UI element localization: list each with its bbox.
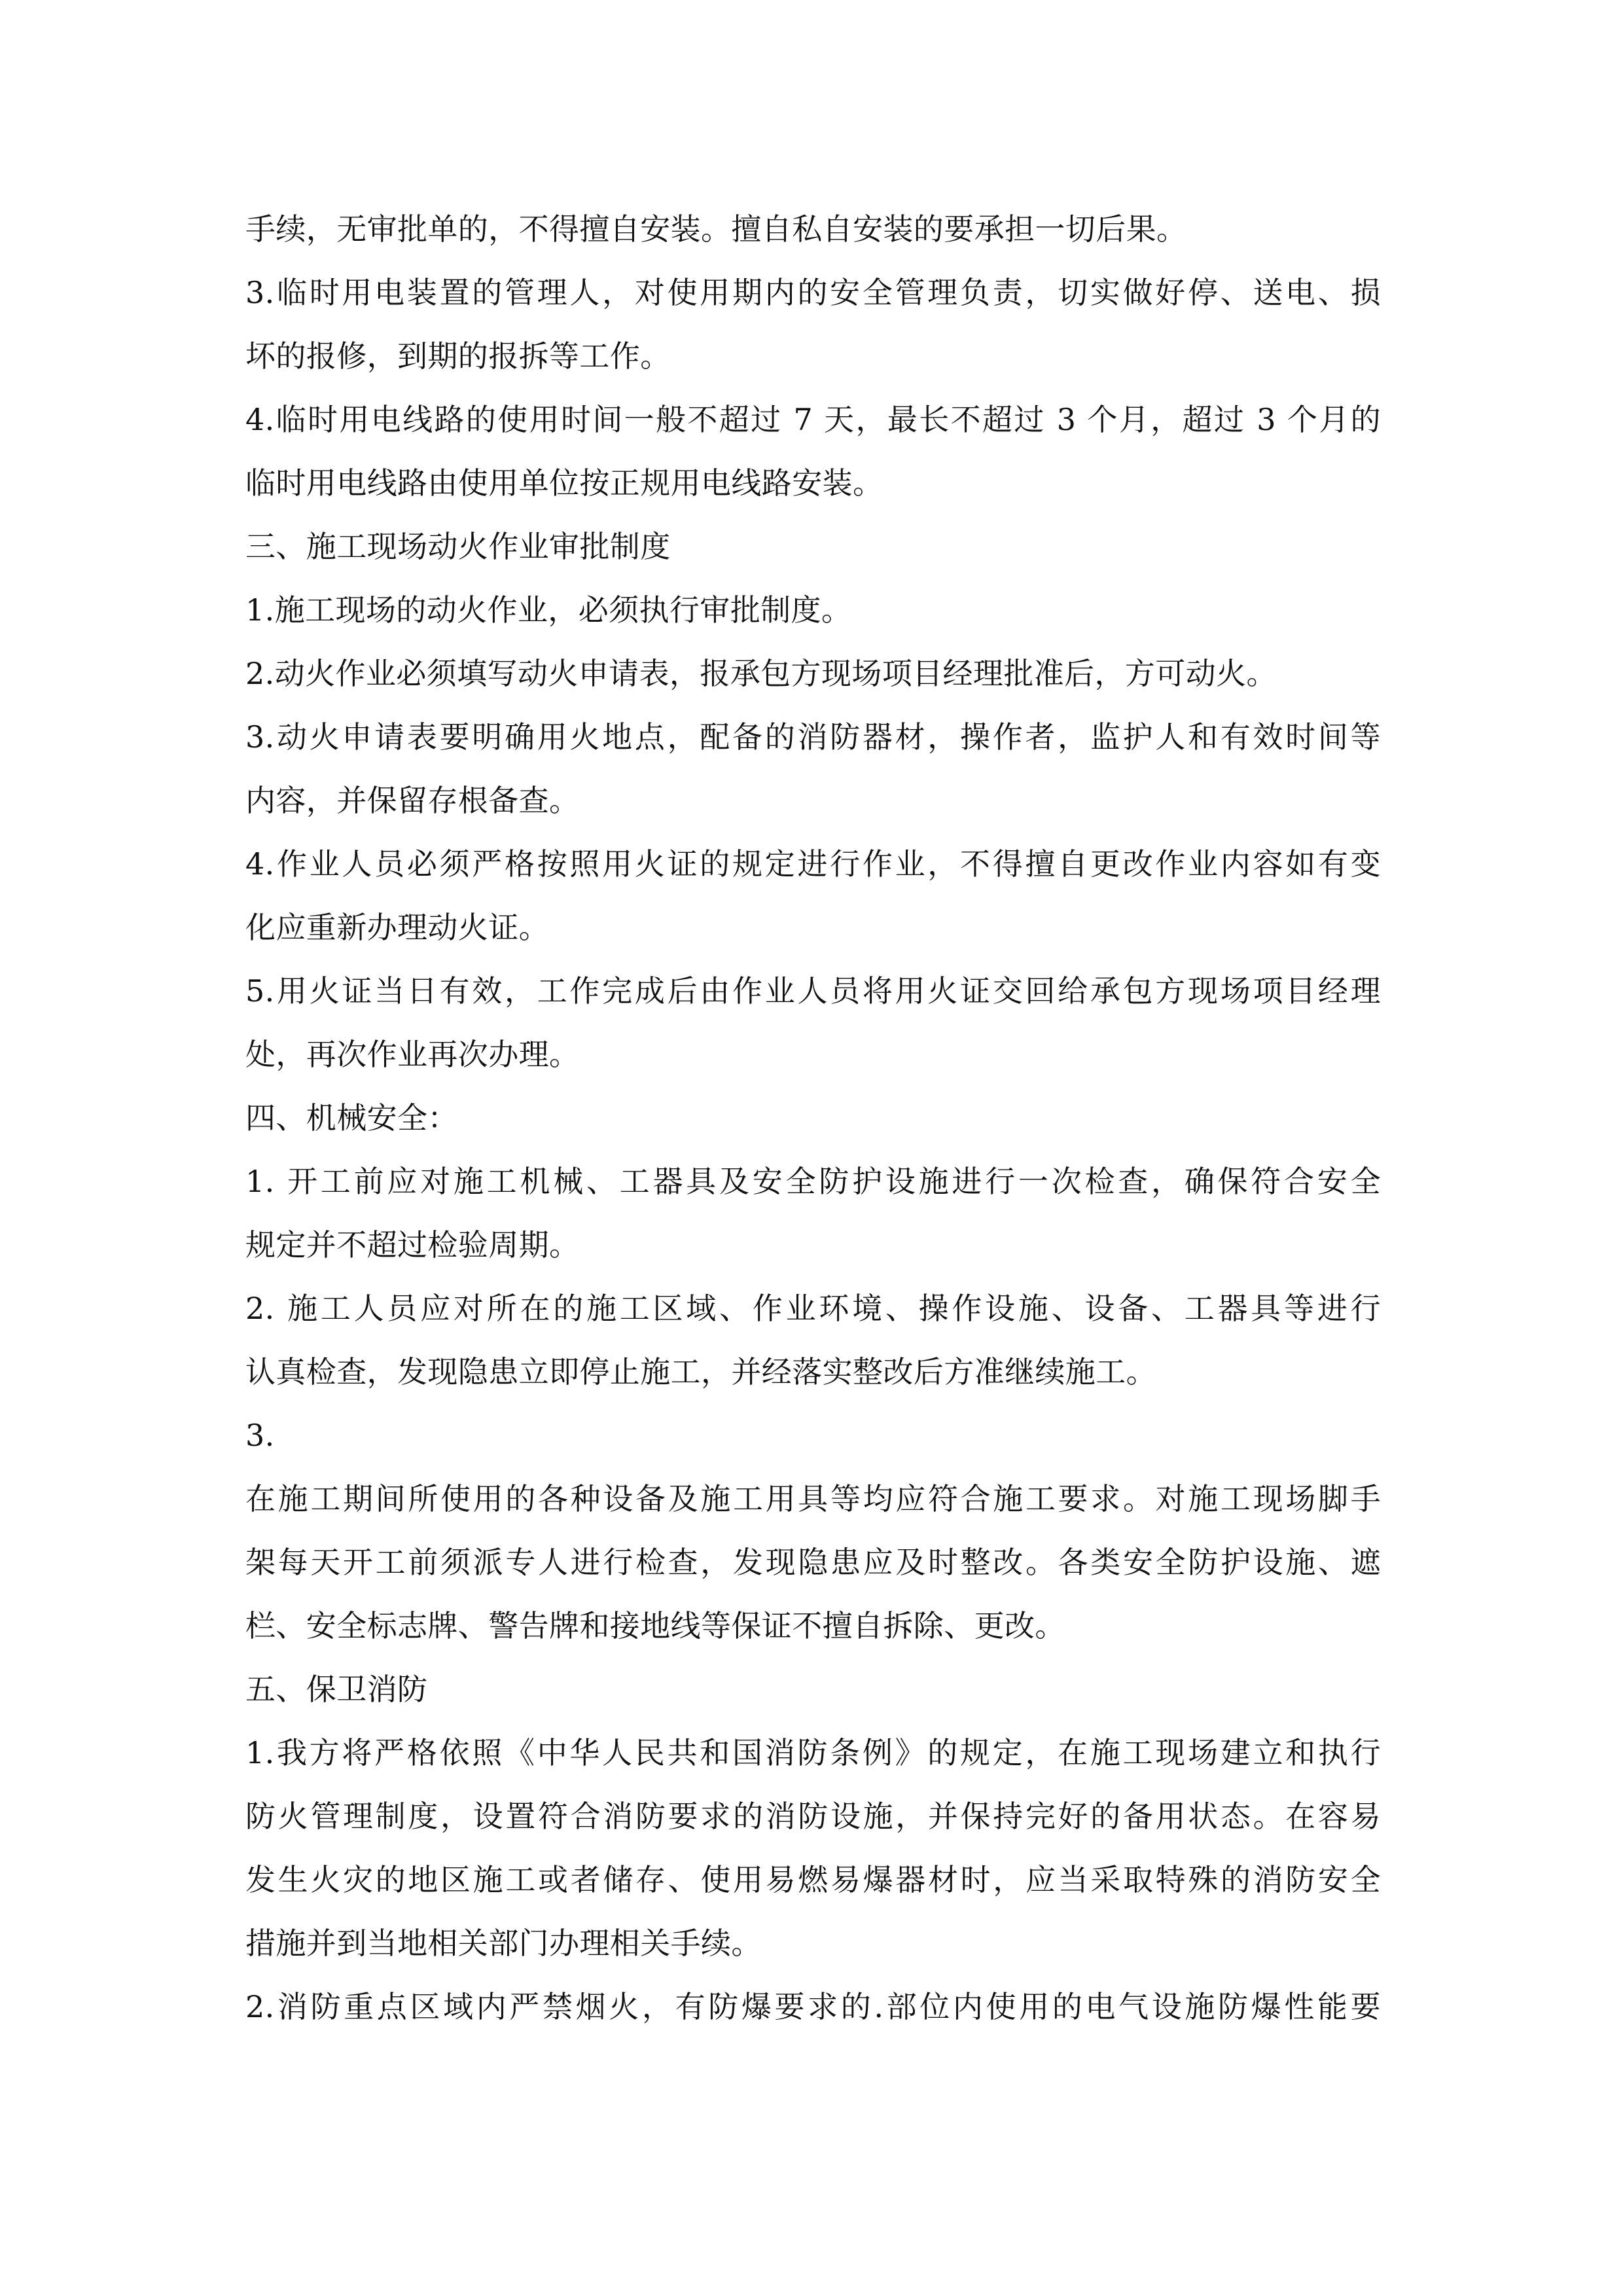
text-line: 1.施工现场的动火作业，必须执行审批制度。	[245, 592, 852, 628]
text-line: 临时用电线路由使用单位按正规用电线路安装。	[245, 465, 883, 501]
text-line: 防火管理制度，设置符合消防要求的消防设施，并保持完好的备用状态。在容易	[245, 1799, 1381, 1834]
text-line: 2.动火作业必须填写动火申请表，报承包方现场项目经理批准后，方可动火。	[245, 656, 1277, 691]
text-line: 1. 开工前应对施工机械、工器具及安全防护设施进行一次检查，确保符合安全	[245, 1164, 1381, 1199]
text-line: 2. 施工人员应对所在的施工区域、作业环境、操作设施、设备、工器具等进行	[245, 1291, 1381, 1326]
text-line: 三、施工现场动火作业审批制度	[245, 529, 671, 564]
text-line: 3.动火申请表要明确用火地点，配备的消防器材，操作者，监护人和有效时间等	[245, 719, 1381, 755]
text-line: 坏的报修，到期的报拆等工作。	[245, 338, 671, 374]
text-line: 认真检查，发现隐患立即停止施工，并经落实整改后方准继续施工。	[245, 1354, 1156, 1390]
text-line: 处，再次作业再次办理。	[245, 1037, 580, 1072]
text-line: 化应重新办理动火证。	[245, 910, 549, 945]
text-line: 1.我方将严格依照《中华人民共和国消防条例》的规定，在施工现场建立和执行	[245, 1735, 1381, 1770]
document-body	[245, 198, 1381, 2039]
text-line: 4.临时用电线路的使用时间一般不超过 7 天，最长不超过 3 个月，超过 3 个月的	[245, 402, 1381, 437]
text-line: 架每天开工前须派专人进行检查，发现隐患应及时整改。各类安全防护设施、遮	[245, 1545, 1381, 1580]
text-line: 4.作业人员必须严格按照用火证的规定进行作业，不得擅自更改作业内容如有变	[245, 846, 1381, 882]
text-line: 内容，并保留存根备查。	[245, 783, 580, 818]
text-line: 发生火灾的地区施工或者储存、使用易燃易爆器材时，应当采取特殊的消防安全	[245, 1862, 1381, 1897]
text-line: 栏、安全标志牌、警告牌和接地线等保证不擅自拆除、更改。	[245, 1608, 1065, 1643]
text-line: 措施并到当地相关部门办理相关手续。	[245, 1926, 762, 1961]
text-line: 2.消防重点区域内严禁烟火，有防爆要求的.部位内使用的电气设施防爆性能要	[245, 1989, 1381, 2024]
text-line: 五、保卫消防	[245, 1672, 428, 1707]
text-line: 手续，无审批单的，不得擅自安装。擅自私自安装的要承担一切后果。	[245, 211, 1187, 247]
text-line: 在施工期间所使用的各种设备及施工用具等均应符合施工要求。对施工现场脚手	[245, 1481, 1381, 1516]
text-line: 规定并不超过检验周期。	[245, 1227, 580, 1263]
text-line: 3.临时用电装置的管理人，对使用期内的安全管理负责，切实做好停、送电、损	[245, 275, 1381, 310]
text-line: 5.用火证当日有效，工作完成后由作业人员将用火证交回给承包方现场项目经理	[245, 973, 1381, 1009]
text-line: 3.	[245, 1418, 275, 1453]
text-line: 四、机械安全：	[245, 1100, 458, 1136]
